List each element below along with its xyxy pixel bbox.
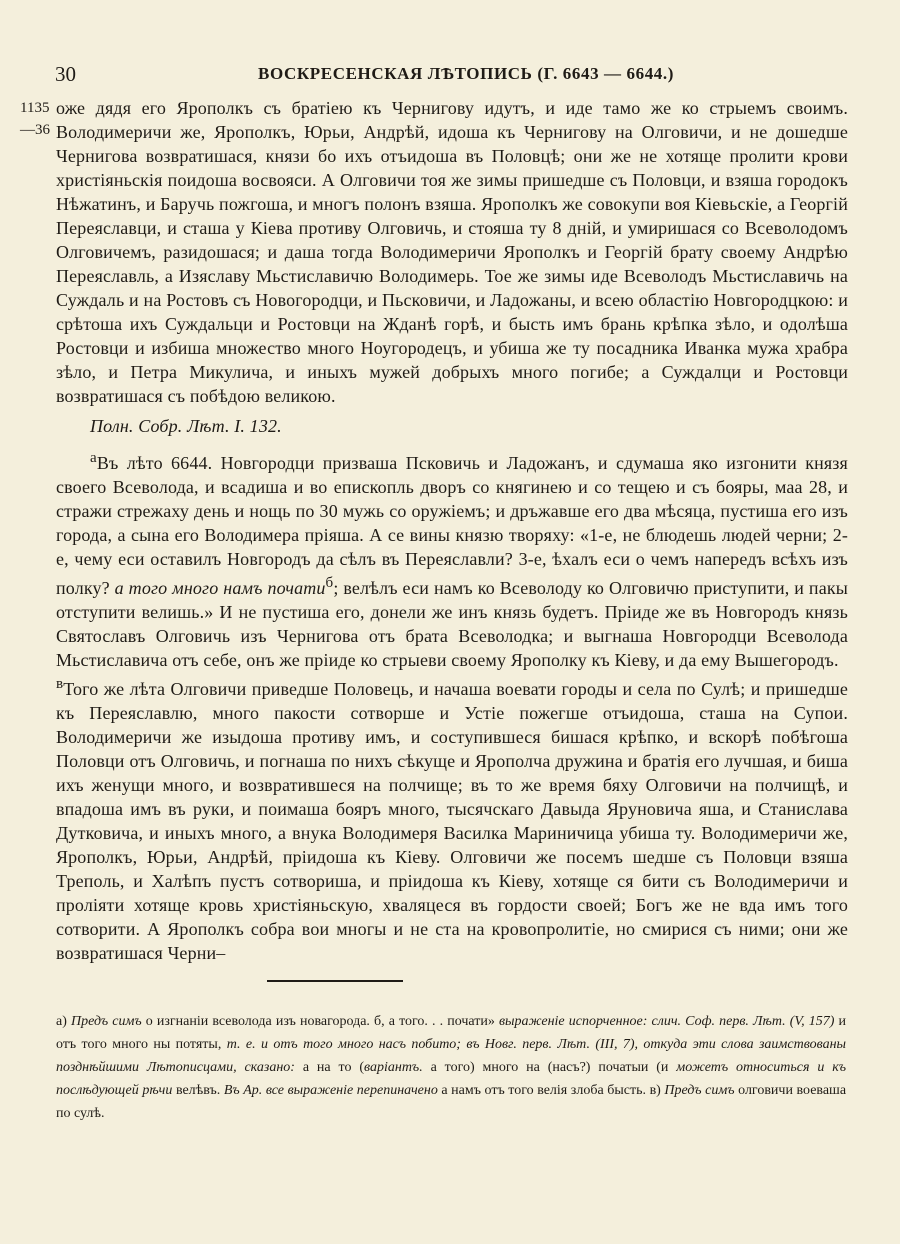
margin-year-2: —36 [20, 122, 50, 138]
margin-year-1: 1135 [20, 100, 50, 116]
main-text [56, 96, 848, 965]
footnote-divider [267, 980, 403, 982]
footnote-c-text: олговичи воеваша по сулѣ. [56, 1083, 847, 1121]
paragraph-2-text-a: Въ лѣто 6644. Новгородци призваша Псковичь и Ладожанъ, и сдумаша яко изгонити князя своего Всеволода, и всадиша и во епископль дворъ со княгинею и со тещею и съ бояры, маа 28, и стражи стрежаху день и нощь по 30 мужь со оружiемъ; и дръжавше его два мѣсяца, пустиша его изъ города, а сына его Володимера прiяша. А се вины князю творяху: «1-е, не блюдешь людей черни; 2-е, чему еси оставилъ Новгородъ да сѣлъ въ Переяславли? 3-е, ѣхалъ еси о чемъ напередъ всѣхъ изъ полку? [56, 453, 848, 598]
paragraph-3-text: Того же лѣта Олговичи приведше Половець, и начаша воевати городы и села по Сулѣ; и пришедше къ Переяславлю, много пакости сотворше и Устiе пожегше отъидоша, сташа на Супои. Володимеричи же изыдоша противу имъ, и соступившеся бишася крѣпко, и вскорѣ побѣгоша Половци отъ Олговичь, и погнаша по нихъ сѣкуще и Ярополча дружина и братiя его лучшая, и биша ихъ женущи много, и возвратившеся на полчище; въ то же время бяху Олговичи на полчищѣ, и впадоша имъ въ руки, и поимаша бояръ много, тысячскаго Давыда Яруновича яша, и Станислава Дутковича, и иныхъ много, а внука Володимеря Василка Мариничица убиша ту. Володимеричи же, Ярополкъ, Юрьи, Андрѣй, прiидоша къ Кiеву. Олговичи же посемъ шедше съ Половци взяша Треполь, и Халѣпъ пустъ сотвориша, и прiидоша къ Кiеву, хотяще ся бити съ Володимеричи и пролiяти хотяще кровь христiяньскую, хваляцеся въ гордости своей; Богъ же не вда имъ того сотворити. А Ярополкъ собра вои многы и не ста на кровопролитiе, но смирися съ ними; они же возвратишася Черни– [56, 679, 848, 963]
footnote-a-text-3: а на то ( [302, 1060, 364, 1075]
source-reference: Полн. Собр. Лѣт. I. 132. [90, 416, 282, 436]
footnote-a [56, 1010, 846, 1125]
footnote-a-italic-6: Въ Ар. все выраженiе перепиначено [223, 1083, 438, 1098]
footnote-a-text-1: о изгнанiи всеволода изъ новагорода. б, а того. . . почати» [145, 1014, 495, 1029]
footnote-a-italic-5: можетъ относиться и къ послѣдующей рѣчи [56, 1060, 847, 1098]
footnote-a-italic-3: т. е. и отъ того много насъ побито; въ Новг. перв. Лѣт. (III, 7), откуда эти слова заимствованы позднѣйшими Лѣтописцами, сказано: [56, 1037, 846, 1075]
footnote-a-italic-1: Предъ симъ [71, 1014, 142, 1029]
footnote-mark-b: б [325, 575, 334, 591]
paragraph-2-italic: а того много намъ почати [114, 578, 326, 598]
page-number: 30 [55, 62, 76, 86]
paragraph-3 [56, 672, 848, 965]
running-head: ВОСКРЕСЕНСКАЯ ЛѢТОПИСЬ (Г. 6643 — 6644.) [258, 64, 675, 83]
footnote-c-label: в) [649, 1083, 661, 1098]
footnote-a-label: а) [56, 1014, 67, 1029]
paragraph-2-text-b: ; велѣлъ еси намъ ко Всеволоду ко Олговичю приступити, и пакы отступити велишь.» И не пустиша его, донели же инъ князь будетъ. Прiиде же въ Новгородъ князь Святославъ Олговичь изъ Чернигова отъ брата Всеволодка; и выгнаша Новгородци Всеволода Мьстиславича отъ себе, онъ же прiиде ко стрыеви своему Ярополку къ Кiеву, и да ему Вышегородъ. [56, 578, 848, 670]
footnote-a-italic-4: варiантъ. [364, 1060, 423, 1075]
paragraph-2 [56, 446, 848, 672]
footnote-a-text-2: и отъ того много ны потяты, [56, 1014, 847, 1052]
footnote-mark-c: в [56, 676, 64, 692]
footnote-c-italic: Предъ симъ [664, 1083, 735, 1098]
paragraph-1: оже дядя его Ярополкъ съ братiею къ Чернигову идутъ, и иде тамо же ко стрыемъ своимъ. Володимеричи же, Ярополкъ, Юрьи, Андрѣй, идоша къ Чернигову на Олговичи, и не дошедше Чернигова возвратишася, князи бо ихъ отъидоша въ Половцѣ; они же не хотяще пролити крови христiяньскiя поидоша восвояси. А Олговичи тоя же зимы пришедше съ Половци, и взяша городокъ Нѣжатинъ, и Баручь пожгоша, и многъ полонъ взяша. Ярополкъ же совокупи воя Кiевьскiе, а Георгiй Переяславци, и сташа у Кiева противу Олговичь, и стояша ту 8 днiй, и умиришася со Всеволодомъ Олговичемъ, разидошася; и даша тогда Володимеричи Ярополкъ и Георгiй брату своему Андрѣю Переяславль, а Изяславу Мьстиславичю Володимерь. Тое же зимы иде Всеволодъ Мьстиславичь на Суждаль и на Ростовъ съ Новогородци, и Пьсковичи, и Ладожаны, и всею областiю Новгородцкою: и срѣтоша ихъ Суждальци и Ростовци на Жданѣ горѣ, и бысть имъ брань крѣпка зѣло, и одолѣша Ростовци и избиша множество много Ноугородецъ, и убиша же ту посадника Иванка мужа храбра зѣло, и Петра Микулича, и иныхъ мужей добрыхъ много погибе; а Суждалци и Ростовци возвратишася съ побѣдою великою. [56, 98, 848, 406]
footnote-a-text-6: а намъ отъ того велiя злоба бысть. [441, 1083, 646, 1098]
footnote-a-text-5: велѣвъ. [175, 1083, 221, 1098]
footnotes [56, 1010, 846, 1125]
footnote-mark-a: а [90, 450, 97, 466]
footnote-a-italic-2: выраженiе испорченное: слич. Соф. перв. Лѣт. (V, 157) [498, 1014, 835, 1029]
footnote-a-text-4: а того) много на (насъ?) початыи (и [430, 1060, 669, 1075]
